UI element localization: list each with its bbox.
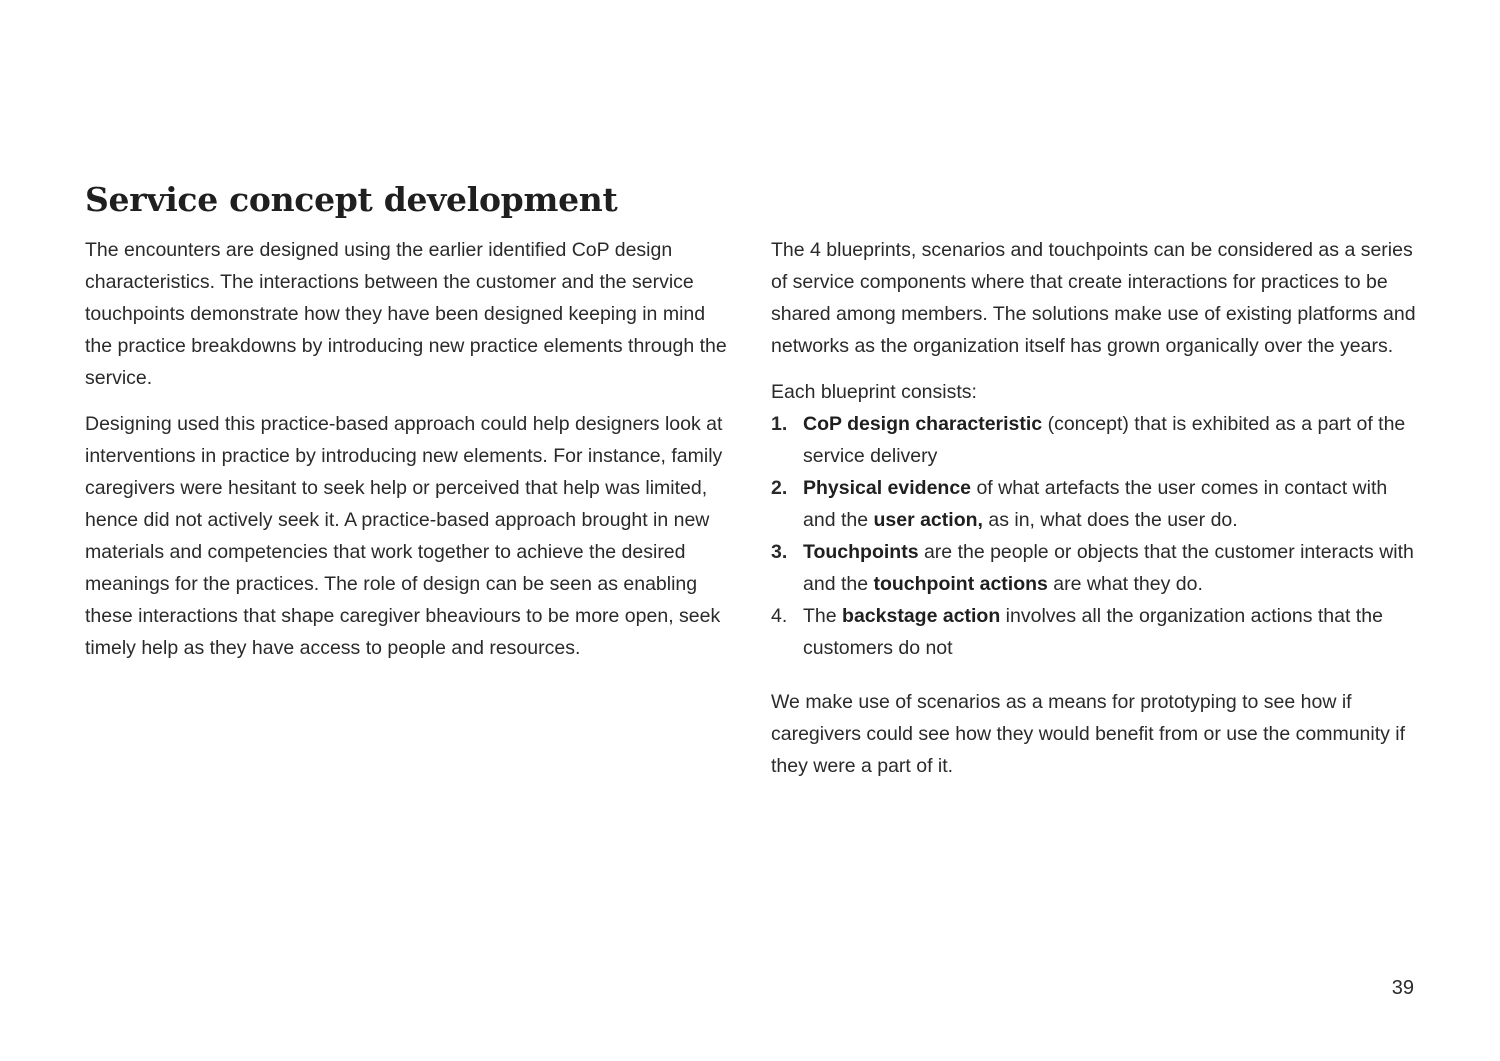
list-number: 2. — [771, 477, 788, 499]
list-item-term: backstage action — [842, 605, 1001, 627]
list-item-text: involves all the organization actions that the customers do not — [803, 605, 1383, 659]
right-column — [771, 234, 1421, 796]
list-number: 1. — [771, 413, 788, 435]
list-item-term: Touchpoints — [803, 541, 919, 563]
body-paragraph: The encounters are designed using the earlier identified CoP design characteristics. The interactions between the customer and the service touchpoints demonstrate how they have been designed keeping in mind the practice breakdowns by introducing new practice elements through the service. — [85, 239, 727, 389]
closing-paragraph: We make use of scenarios as a means for prototyping to see how if caregivers could see how they would benefit from or use the community if they were a part of it. — [771, 691, 1406, 777]
list-number: 3. — [771, 541, 788, 563]
list-item — [771, 472, 1421, 536]
blueprints-paragraph: The 4 blueprints, scenarios and touchpoints can be considered as a series of service components where that create interactions for practices to be shared among members. The solutions make use of existing platforms and networks as the organization itself has grown organically over the years. — [771, 239, 1416, 357]
page-number: 39 — [1391, 977, 1414, 999]
list-item-text: of what artefacts the user comes in contact with and the — [803, 477, 1388, 531]
page-title: Service concept development — [85, 180, 618, 219]
blueprint-list — [771, 408, 1421, 664]
list-item-term: Physical evidence — [803, 477, 972, 499]
list-item-term: user action, — [873, 509, 983, 531]
list-intro: Each blueprint consists: — [771, 381, 977, 403]
list-item-term: CoP design characteristic — [803, 413, 1043, 435]
list-item-text: (concept) that is exhibited as a part of the service delivery — [803, 413, 1406, 467]
list-item — [771, 600, 1421, 664]
list-item-text: are what they do. — [1047, 573, 1203, 595]
list-item-text: are the people or objects that the customer interacts with and the — [803, 541, 1414, 595]
list-item-text: The — [803, 605, 843, 627]
list-item — [771, 408, 1421, 472]
left-column — [85, 234, 735, 678]
list-item-term: touchpoint actions — [873, 573, 1048, 595]
list-item-text: as in, what does the user do. — [982, 509, 1238, 531]
body-paragraph: Designing used this practice-based approach could help designers look at interventions in practice by introducing new elements. For instance, family caregivers were hesitant to seek help or perceived that help was limited, hence did not actively seek it. A practice-based approach brought in new materials and competencies that work together to achieve the desired meanings for the practices. The role of design can be seen as enabling these interactions that shape caregiver bheaviours to be more open, seek timely help as they have access to people and resources. — [85, 413, 723, 659]
list-number: 4. — [771, 605, 788, 627]
list-item — [771, 536, 1421, 600]
